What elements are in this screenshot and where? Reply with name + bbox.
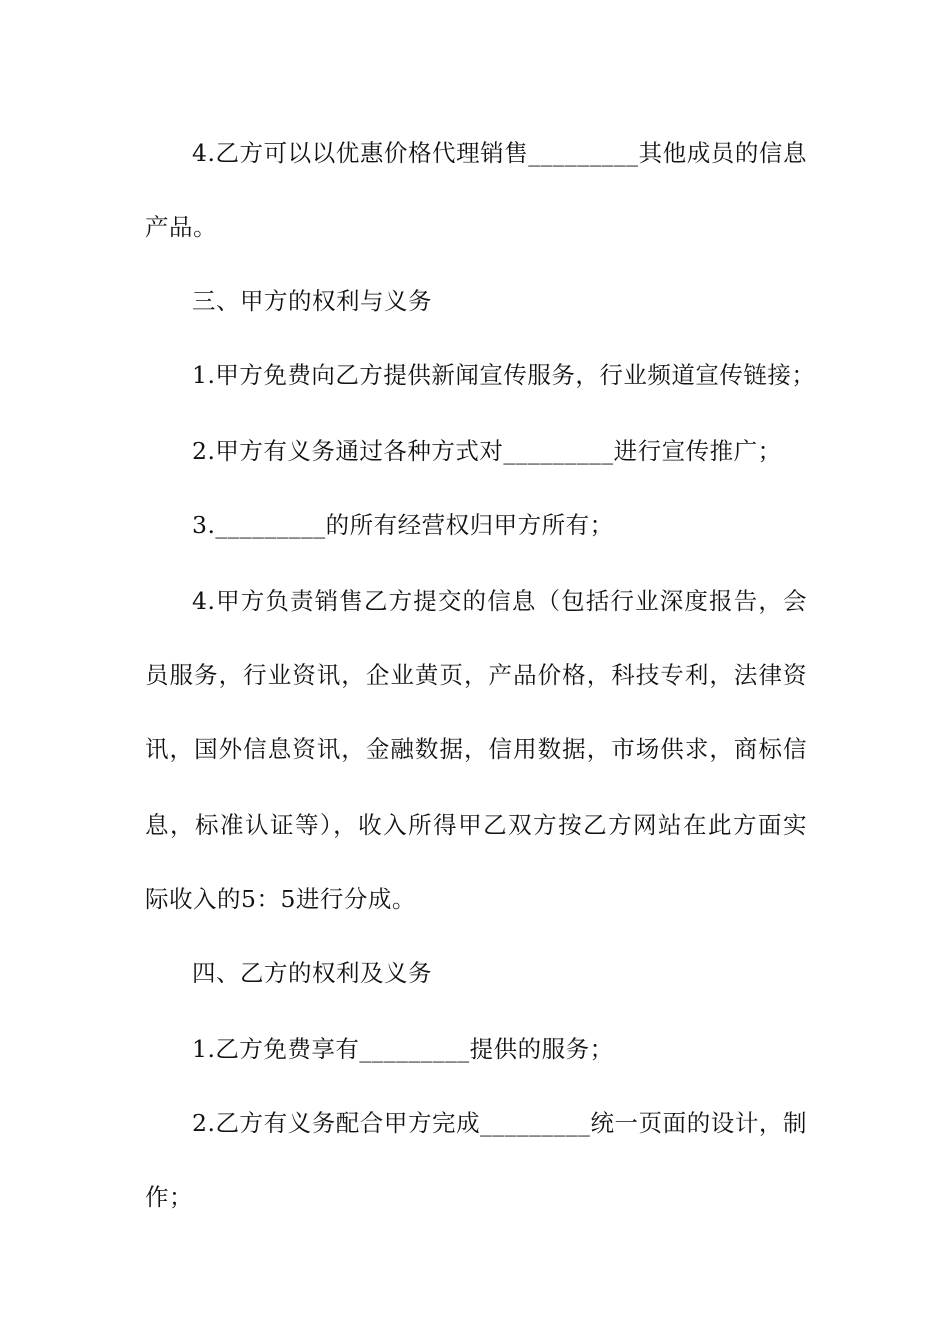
paragraph-line-7: 4.甲方负责销售乙方提交的信息（包括行业深度报告，会	[192, 587, 807, 615]
paragraph-line-11: 际收入的5：5进行分成。	[145, 885, 416, 913]
paragraph-line-6: 3._________的所有经营权归甲方所有；	[192, 511, 614, 539]
section-heading-12: 四、乙方的权利及义务	[192, 959, 432, 987]
paragraph-line-4: 1.甲方免费向乙方提供新闻宣传服务，行业频道宣传链接；	[192, 361, 816, 389]
paragraph-line-9: 讯，国外信息资讯，金融数据，信用数据，市场供求，商标信	[145, 735, 807, 763]
paragraph-line-10: 息，标准认证等），收入所得甲乙双方按乙方网站在此方面实	[145, 811, 807, 839]
paragraph-line-13: 1.乙方免费享有_________提供的服务；	[192, 1035, 614, 1063]
section-heading-3: 三、甲方的权利与义务	[192, 287, 432, 315]
paragraph-line-14: 2.乙方有义务配合甲方完成_________统一页面的设计，制	[192, 1109, 807, 1137]
paragraph-line-15: 作；	[145, 1183, 193, 1211]
paragraph-line-1: 4.乙方可以以优惠价格代理销售_________其他成员的信息	[192, 139, 807, 167]
paragraph-line-8: 员服务，行业资讯，企业黄页，产品价格，科技专利，法律资	[145, 661, 807, 689]
paragraph-line-5: 2.甲方有义务通过各种方式对_________进行宣传推广；	[192, 437, 782, 465]
paragraph-line-2: 产品。	[145, 213, 217, 241]
